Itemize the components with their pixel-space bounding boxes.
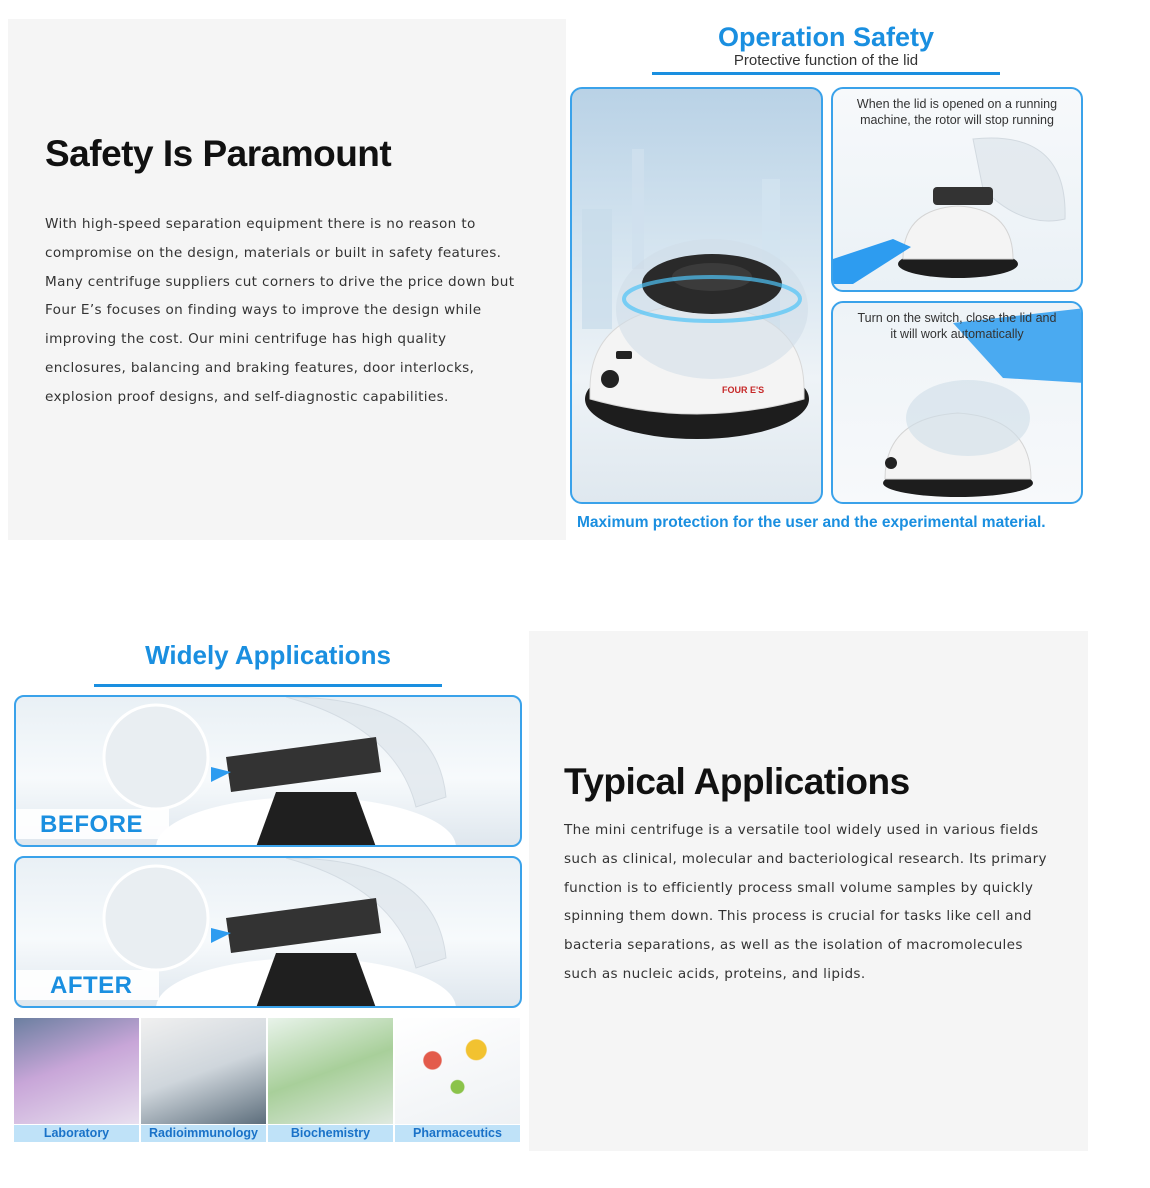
- field-tile-pharmaceutics: [395, 1018, 520, 1142]
- before-panel: [14, 695, 522, 847]
- typical-applications-body: The mini centrifuge is a versatile tool widely used in various fields such as clinical, molecular and bacteriological research. Its primary function is to efficiently process small volume samples by quickly spinning them down. This process is crucial for tasks like cell and bacteria separations, as well as the isolation of macromolecules such as nucleic acids, proteins, and lipids.: [564, 822, 1047, 982]
- field-label: Radioimmunology: [141, 1125, 266, 1142]
- field-tile-radioimmunology: [141, 1018, 266, 1142]
- widely-applications-graphic: [10, 631, 526, 1151]
- operation-safety-graphic: [568, 19, 1088, 540]
- typical-applications-title: Typical Applications: [564, 761, 910, 802]
- after-label: AFTER: [16, 970, 159, 1000]
- widely-applications-heading: Widely Applications: [145, 640, 391, 670]
- radioimmunology-image: [141, 1018, 266, 1124]
- field-tile-biochemistry: [268, 1018, 393, 1142]
- after-panel: [14, 856, 522, 1008]
- lid-open-photo: [831, 87, 1083, 292]
- centrifuge-photo-main: [570, 87, 823, 504]
- brand-mark: FOUR E'S: [722, 385, 765, 395]
- lid-open-caption: When the lid is opened on a running machine, the rotor will stop running: [856, 97, 1058, 127]
- applications-underline: [94, 684, 442, 687]
- before-label: BEFORE: [16, 809, 169, 839]
- laboratory-image: [14, 1018, 139, 1124]
- operation-safety-subheading: Protective function of the lid: [733, 52, 919, 69]
- field-label: Pharmaceutics: [395, 1125, 520, 1142]
- lid-close-photo: [831, 301, 1083, 504]
- centrifuge-illustration: [572, 89, 823, 504]
- heading-underline: [652, 72, 1000, 75]
- safety-body: With high-speed separation equipment there is no reason to compromise on the design, materials or built in safety features. Many centrifuge suppliers cut corners to drive the price down but Four E’s focuses on finding ways to improve the design while improving the cost. Our mini centrifuge has high quality enclosures, balancing and braking features, door interlocks, explosion proof designs, and self-diagnostic capabilities.: [45, 216, 515, 405]
- field-label: Laboratory: [14, 1125, 139, 1142]
- field-label: Biochemistry: [268, 1125, 393, 1142]
- typical-applications-panel: [529, 631, 1088, 1151]
- lid-close-caption: Turn on the switch, close the lid and it will work automatically: [857, 311, 1057, 341]
- safety-panel: [8, 19, 566, 540]
- field-tile-laboratory: [14, 1018, 139, 1142]
- biochemistry-image: [268, 1018, 393, 1124]
- operation-safety-heading: Operation Safety: [717, 22, 935, 52]
- pharmaceutics-image: [395, 1018, 520, 1124]
- protection-footer: Maximum protection for the user and the experimental material.: [577, 514, 1046, 531]
- safety-title: Safety Is Paramount: [45, 133, 392, 174]
